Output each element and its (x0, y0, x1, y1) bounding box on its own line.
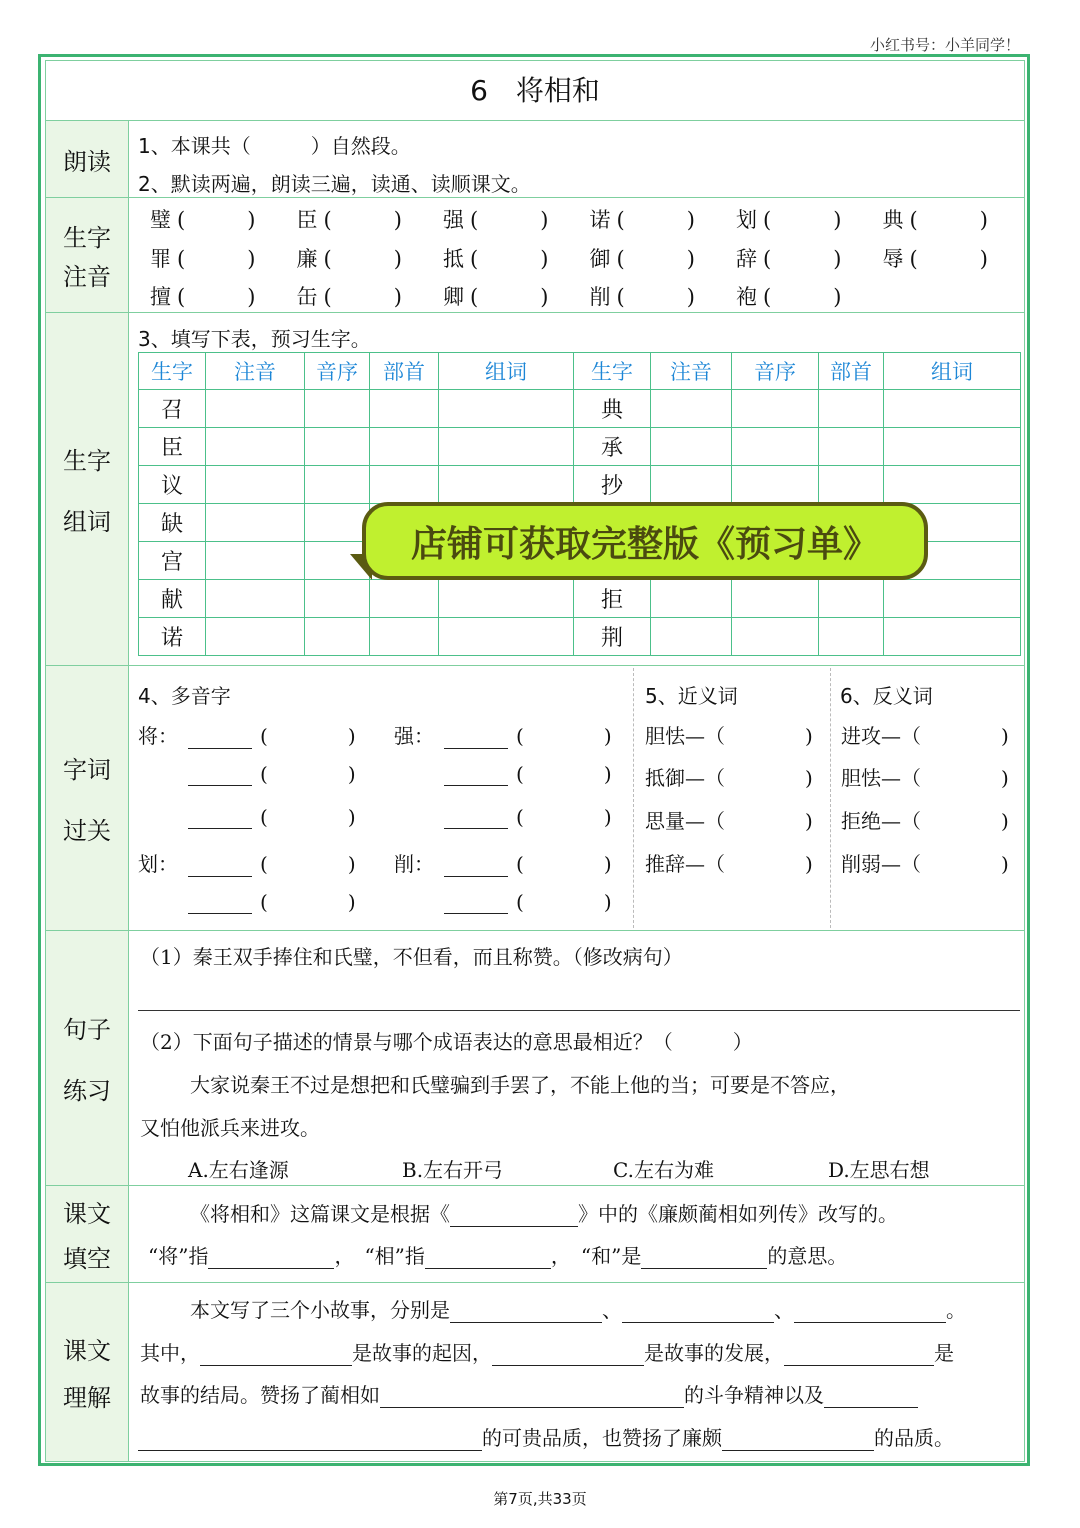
answer-cell[interactable] (651, 580, 732, 618)
duoyin-item[interactable]: ( ) (394, 805, 612, 829)
answer-cell[interactable] (884, 580, 1021, 618)
page-footer: 第7页,共33页 (493, 1490, 587, 1508)
answer-cell[interactable] (370, 466, 439, 504)
answer-cell[interactable] (651, 466, 732, 504)
text: 其中， (140, 1341, 200, 1365)
zhuyin-item[interactable]: 削 ( ) (589, 285, 695, 309)
blank[interactable] (425, 1246, 551, 1269)
table-header: 音序 (305, 353, 370, 390)
zhuyin-char: 划 (736, 208, 757, 232)
answer-cell[interactable] (884, 466, 1021, 504)
zhuyin-char: 卿 (443, 285, 464, 309)
tiankong-line-1 (190, 1198, 898, 1227)
zhuyin-char: 臣 (296, 208, 318, 232)
char-cell: 荆 (574, 618, 651, 656)
answer-line[interactable] (138, 1010, 1020, 1011)
option-b: B.左右开弓 (402, 1158, 504, 1182)
lijie-line-2 (140, 1337, 954, 1366)
text: 的斗争精神以及 (684, 1383, 824, 1407)
label-text: 组词 (63, 508, 111, 536)
word: 胆怯—（ (645, 724, 725, 748)
zhuyin-char: 典 (882, 208, 904, 232)
label-zici (46, 666, 129, 930)
text: 是 (934, 1341, 954, 1365)
label-text: 理解 (63, 1384, 111, 1412)
answer-cell[interactable] (206, 428, 305, 466)
table-header: 注音 (206, 353, 305, 390)
answer-cell[interactable] (651, 390, 732, 428)
text: ， “和”是 (550, 1244, 642, 1268)
column-divider (830, 668, 831, 928)
zhuyin-item[interactable]: 抵 ( ) (443, 246, 549, 271)
answer-cell[interactable] (370, 390, 439, 428)
text: 的意思。 (767, 1244, 848, 1268)
answer-cell[interactable] (370, 618, 439, 656)
char-cell: 宫 (139, 542, 206, 580)
duoyin-item[interactable]: 将： ( ) (138, 724, 356, 748)
answer-cell[interactable] (206, 466, 305, 504)
tiankong-line-2 (148, 1240, 847, 1269)
blank[interactable] (722, 1428, 874, 1451)
answer-cell[interactable] (819, 580, 884, 618)
divider (45, 197, 1025, 198)
divider (45, 665, 1025, 666)
fanyi-item[interactable]: 胆怯—（ ) (841, 766, 1009, 790)
answer-cell[interactable] (732, 580, 819, 618)
zhuyin-item[interactable]: 廉 ( ) (296, 246, 402, 271)
answer-cell[interactable] (732, 466, 819, 504)
answer-cell[interactable] (651, 428, 732, 466)
lijie-line-4 (138, 1422, 954, 1451)
label-zuci (46, 313, 129, 665)
zhuyin-item[interactable]: 强 ( ) (443, 208, 549, 232)
page-title: 6 将相和 (470, 74, 600, 107)
answer-cell[interactable] (884, 390, 1021, 428)
lijie-line-1: 本文写了三个小故事，分别是 、 、 。 (190, 1298, 966, 1322)
zhuyin-char: 廉 (296, 246, 318, 271)
char-cell: 抄 (574, 466, 651, 504)
zhuyin-item[interactable]: 臣 ( ) (296, 208, 402, 232)
juzi-passage-2: 又怕他派兵来进攻。 (140, 1116, 320, 1140)
answer-cell[interactable] (305, 580, 370, 618)
zhuyin-item[interactable]: 典 ( ) (882, 208, 988, 232)
duoyin-char: 削： (394, 852, 434, 876)
table-header: 注音 (651, 353, 732, 390)
text: “将”指 (148, 1244, 209, 1268)
zhuyin-char: 璧 (150, 208, 171, 232)
answer-cell[interactable] (732, 618, 819, 656)
answer-cell[interactable] (819, 618, 884, 656)
table-row (139, 390, 1021, 428)
zhuyin-char: 擅 (150, 285, 171, 309)
text: 《将相和》这篇课文是根据《 (190, 1202, 450, 1226)
zhuyin-char: 削 (589, 285, 611, 309)
divider (45, 1282, 1025, 1283)
answer-cell[interactable] (439, 466, 574, 504)
answer-cell[interactable] (439, 390, 574, 428)
option-a: A.左右逢源 (188, 1158, 289, 1182)
duoyin-char: 强： (394, 724, 434, 748)
char-cell: 议 (139, 466, 206, 504)
option-c: C.左右为难 (613, 1158, 714, 1182)
answer-cell[interactable] (305, 504, 370, 542)
answer-cell[interactable] (206, 580, 305, 618)
duoyin-item[interactable]: 划： ( ) (138, 852, 356, 876)
label-lijie (46, 1283, 129, 1461)
divider (45, 120, 1025, 121)
word: 进攻—（ (841, 724, 921, 748)
zhuyin-item[interactable]: 缶 ( ) (296, 285, 402, 309)
label-text: 句子 (63, 1016, 111, 1044)
answer-cell[interactable] (439, 618, 574, 656)
juzi-q2: （2）下面句子描述的情景与哪个成语表达的意思最相近？（ ） (140, 1030, 753, 1054)
duoyin-item[interactable]: ( ) (138, 890, 356, 914)
label-langdu (46, 121, 129, 197)
label-tiankong (46, 1186, 129, 1282)
duoyin-char: 将： (138, 724, 178, 748)
blank[interactable] (380, 1385, 684, 1408)
blank[interactable] (450, 1204, 578, 1227)
zhuyin-char: 强 (443, 208, 464, 232)
label-text: 注音 (63, 263, 111, 291)
jinyi-title: 5、近义词 (645, 684, 738, 708)
duoyin-title: 4、多音字 (138, 684, 231, 708)
table-row (139, 580, 1021, 618)
table-title: 3、填写下表，预习生字。 (138, 327, 371, 351)
label-text: 朗读 (63, 147, 111, 176)
juzi-q1: （1）秦王双手捧住和氏璧，不但看，而且称赞。（修改病句） (140, 945, 683, 969)
char-cell: 承 (574, 428, 651, 466)
word: 胆怯—（ (841, 766, 921, 790)
text: ， “相”指 (334, 1244, 425, 1268)
answer-cell[interactable] (439, 428, 574, 466)
promo-bubble: 店铺可获取完整版《预习单》 (362, 502, 928, 580)
duoyin-item[interactable]: ( ) (138, 762, 356, 786)
table-header-row (139, 353, 1021, 390)
answer-cell[interactable] (206, 390, 305, 428)
label-text: 字词 (63, 756, 111, 784)
blank[interactable] (794, 1300, 946, 1323)
duoyin-item[interactable]: 削： ( ) (394, 852, 612, 876)
jinyi-item[interactable]: 推辞—（ ) (645, 852, 813, 876)
answer-cell[interactable] (819, 466, 884, 504)
char-cell: 缺 (139, 504, 206, 542)
label-text: 填空 (63, 1245, 111, 1273)
label-text: 练习 (63, 1077, 111, 1105)
table-header: 生字 (574, 353, 651, 390)
text: 故事的结局。赞扬了蔺相如 (140, 1383, 380, 1407)
text: 的品质。 (874, 1426, 954, 1450)
text: 是故事的起因， (352, 1341, 492, 1365)
zhuyin-char: 罪 (150, 246, 171, 271)
answer-cell[interactable] (819, 428, 884, 466)
word: 削弱—（ (841, 852, 921, 876)
char-cell: 献 (139, 580, 206, 618)
answer-cell[interactable] (370, 580, 439, 618)
zhuyin-item[interactable]: 辞 ( ) (736, 246, 842, 271)
label-text: 生字 (63, 224, 111, 252)
divider (45, 930, 1025, 931)
zhuyin-char: 辞 (736, 246, 757, 271)
divider (45, 1185, 1025, 1186)
zhuyin-item[interactable]: 擅 ( ) (150, 285, 256, 309)
answer-cell[interactable] (732, 390, 819, 428)
zhuyin-char: 抵 (443, 246, 464, 271)
char-cell: 召 (139, 390, 206, 428)
column-divider (633, 668, 634, 928)
label-text: 课文 (63, 1337, 111, 1365)
zhuyin-item[interactable]: 卿 ( ) (443, 285, 549, 309)
blank[interactable] (641, 1246, 767, 1269)
zhuyin-char: 诺 (589, 208, 611, 232)
blank[interactable] (450, 1300, 602, 1323)
table-header: 音序 (732, 353, 819, 390)
label-juzi (46, 931, 129, 1185)
zhuyin-char: 辱 (882, 246, 904, 271)
duoyin-char: 划： (138, 852, 178, 876)
label-text: 生字 (63, 447, 111, 475)
answer-cell[interactable] (439, 580, 574, 618)
blank[interactable] (200, 1343, 352, 1366)
zhuyin-char: 缶 (296, 285, 318, 309)
zhuyin-char: 御 (589, 246, 611, 271)
char-cell: 拒 (574, 580, 651, 618)
fanyi-item[interactable]: 进攻—（ ) (841, 724, 1009, 748)
table-header: 部首 (819, 353, 884, 390)
table-row (139, 466, 1021, 504)
fanyi-item[interactable]: 拒绝—（ ) (841, 809, 1009, 833)
jinyi-item[interactable]: 胆怯—（ ) (645, 724, 813, 748)
word: 思量—（ (645, 809, 725, 833)
word: 推辞—（ (645, 852, 725, 876)
text: 是故事的发展， (644, 1341, 784, 1365)
word: 拒绝—（ (841, 809, 921, 833)
table-row (139, 428, 1021, 466)
zhuyin-item[interactable]: 罪 ( ) (150, 246, 256, 271)
blank[interactable] (784, 1343, 934, 1366)
divider (45, 312, 1025, 313)
zhuyin-item[interactable]: 袍 ( ) (736, 285, 842, 309)
blank[interactable] (824, 1385, 918, 1408)
duoyin-item[interactable]: ( ) (394, 890, 612, 914)
zhuyin-char: 袍 (736, 285, 757, 309)
fanyi-title: 6、反义词 (840, 684, 933, 708)
table-header: 生字 (139, 353, 206, 390)
jinyi-item[interactable]: 抵御—（ ) (645, 766, 813, 790)
zhuyin-item[interactable]: 辱 ( ) (882, 246, 988, 271)
blank[interactable] (138, 1428, 482, 1451)
watermark: 小红书号：小羊同学！ (869, 36, 1020, 54)
label-text: 过关 (63, 817, 111, 845)
fanyi-item[interactable]: 削弱—（ ) (841, 852, 1009, 876)
lijie-line-3 (140, 1379, 918, 1408)
langdu-item-2: 2、默读两遍，朗读三遍，读通、读顺课文。 (138, 172, 531, 196)
table-header: 组词 (884, 353, 1021, 390)
answer-cell[interactable] (884, 618, 1021, 656)
char-cell: 臣 (139, 428, 206, 466)
zhuyin-item[interactable]: 诺 ( ) (589, 208, 695, 232)
juzi-passage-1: 大家说秦王不过是想把和氏璧骗到手罢了，不能上他的当；可要是不答应， (190, 1073, 850, 1097)
answer-cell[interactable] (206, 618, 305, 656)
char-cell: 诺 (139, 618, 206, 656)
zhuyin-item[interactable]: 璧 ( ) (150, 208, 256, 232)
option-d: D.左思右想 (828, 1158, 930, 1182)
answer-cell[interactable] (732, 428, 819, 466)
blank[interactable] (492, 1343, 644, 1366)
text: 》中的《廉颇蔺相如列传》改写的。 (578, 1202, 898, 1226)
jinyi-item[interactable]: 思量—（ ) (645, 809, 813, 833)
table-row (139, 618, 1021, 656)
answer-cell[interactable] (819, 390, 884, 428)
answer-cell[interactable] (305, 428, 370, 466)
blank[interactable] (622, 1300, 774, 1323)
answer-cell[interactable] (206, 504, 305, 542)
table-header: 部首 (370, 353, 439, 390)
label-zhuyin (46, 198, 129, 312)
duoyin-item[interactable]: 强： ( ) (394, 724, 612, 748)
blank[interactable] (208, 1246, 334, 1269)
word: 抵御—（ (645, 766, 725, 790)
text: 本文写了三个小故事，分别是 (190, 1298, 450, 1322)
label-text: 课文 (63, 1200, 111, 1228)
zhuyin-item[interactable]: 御 ( ) (589, 246, 695, 271)
text: 的可贵品质，也赞扬了廉颇 (482, 1426, 722, 1450)
duoyin-item[interactable]: ( ) (138, 805, 356, 829)
answer-cell[interactable] (305, 466, 370, 504)
langdu-item-1: 1、本课共（ ）自然段。 (138, 134, 411, 158)
duoyin-item[interactable]: ( ) (394, 762, 612, 786)
answer-cell[interactable] (305, 618, 370, 656)
answer-cell[interactable] (305, 390, 370, 428)
answer-cell[interactable] (206, 542, 305, 580)
table-header: 组词 (439, 353, 574, 390)
answer-cell[interactable] (884, 428, 1021, 466)
zhuyin-item[interactable]: 划 ( ) (736, 208, 842, 232)
char-cell: 典 (574, 390, 651, 428)
answer-cell[interactable] (370, 428, 439, 466)
answer-cell[interactable] (651, 618, 732, 656)
